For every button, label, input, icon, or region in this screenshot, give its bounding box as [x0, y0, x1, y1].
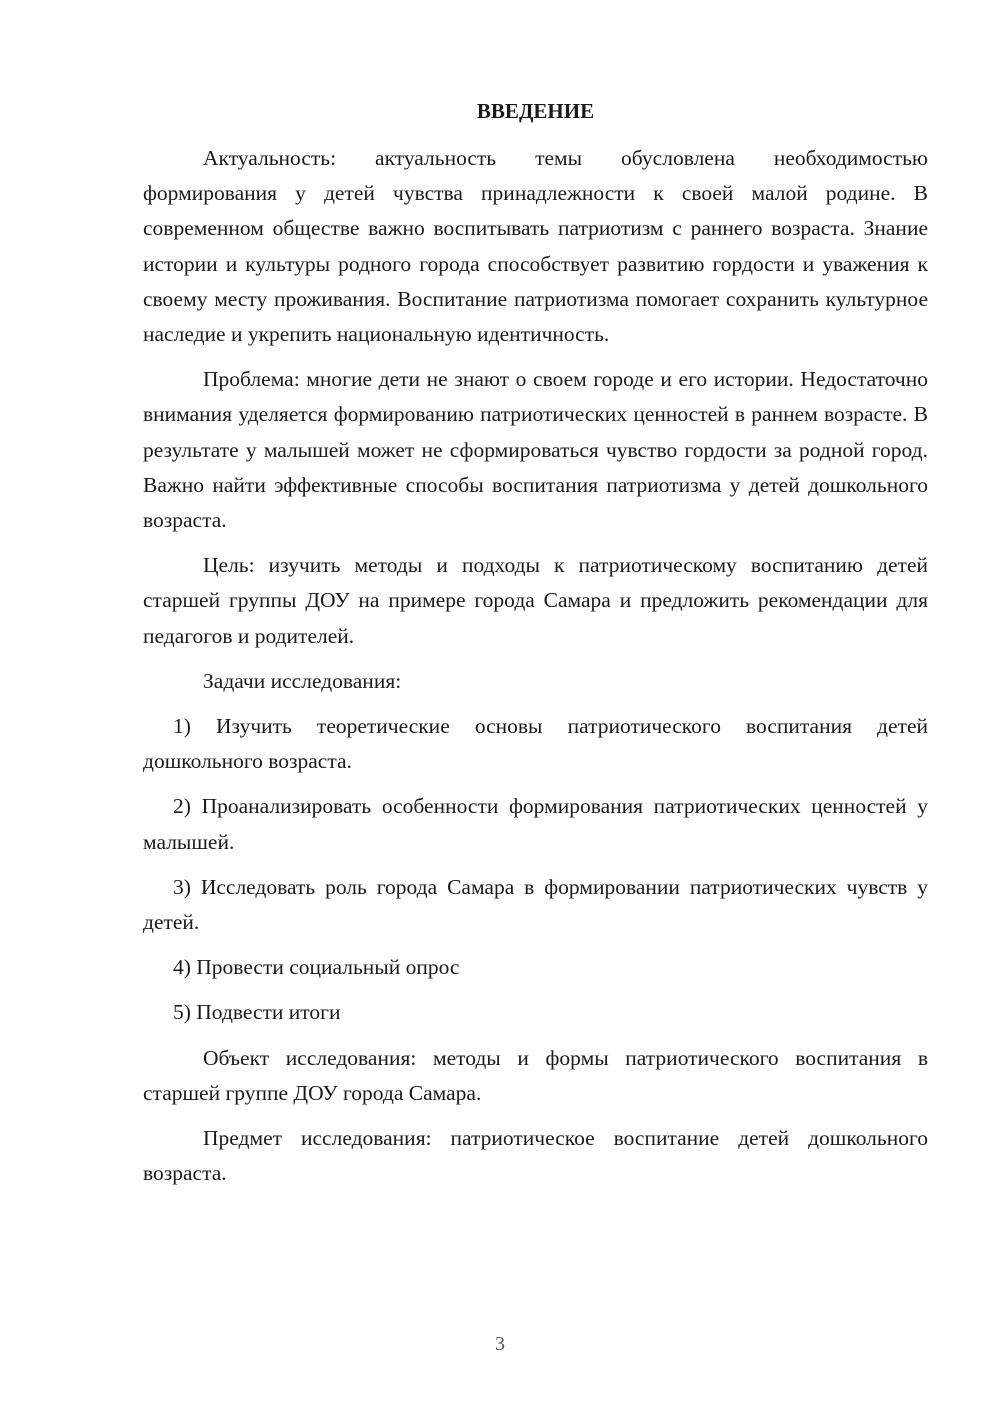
task-item-5: 5) Подвести итоги [173, 1000, 341, 1025]
subject-paragraph: Предмет исследования: патриотическое воспитание детей дошкольного возраста. [143, 1126, 928, 1186]
task-item-1: 1) Изучить теоретические основы патриотического воспитания детей дошкольного возраста. [143, 714, 928, 774]
problem-paragraph: Проблема: многие дети не знают о своем городе и его истории. Недостаточно внимания уделяется формированию патриотических ценностей в раннем возрасте. В результате у малышей может не сформироваться чувство гордости за родной город. Важно найти эффективные способы воспитания патриотизма у детей дошкольного возраста. [143, 367, 928, 533]
task-item-3: 3) Исследовать роль города Самара в формировании патриотических чувств у детей. [143, 874, 928, 935]
relevance-paragraph: Актуальность: актуальность темы обусловлена необходимостью формирования у детей чувства принадлежности к своей малой родине. В современном обществе важно воспитывать патриотизм с раннего возраста. Знание истории и культуры родного города способствует развитию гордости и уважения к своему месту проживания. Воспитание патриотизма помогает сохранить культурное наследие и укрепить национальную идентичность. [143, 146, 928, 347]
page-title: ВВЕДЕНИЕ [476, 99, 595, 123]
task-item-2: 2) Проанализировать особенности формирования патриотических ценностей у малышей. [143, 794, 928, 854]
goal-paragraph: Цель: изучить методы и подходы к патриотическому воспитанию детей старшей группы ДОУ на примере города Самара и предложить рекомендации для педагогов и родителей. [143, 553, 928, 648]
object-paragraph: Объект исследования: методы и формы патриотического воспитания в старшей группе ДОУ города Самара. [143, 1045, 928, 1105]
page-number: 3 [495, 1333, 505, 1355]
document-page [143, 94, 928, 1201]
tasks-heading: Задачи исследования: [203, 668, 402, 693]
task-item-4: 4) Провести социальный опрос [173, 955, 460, 980]
